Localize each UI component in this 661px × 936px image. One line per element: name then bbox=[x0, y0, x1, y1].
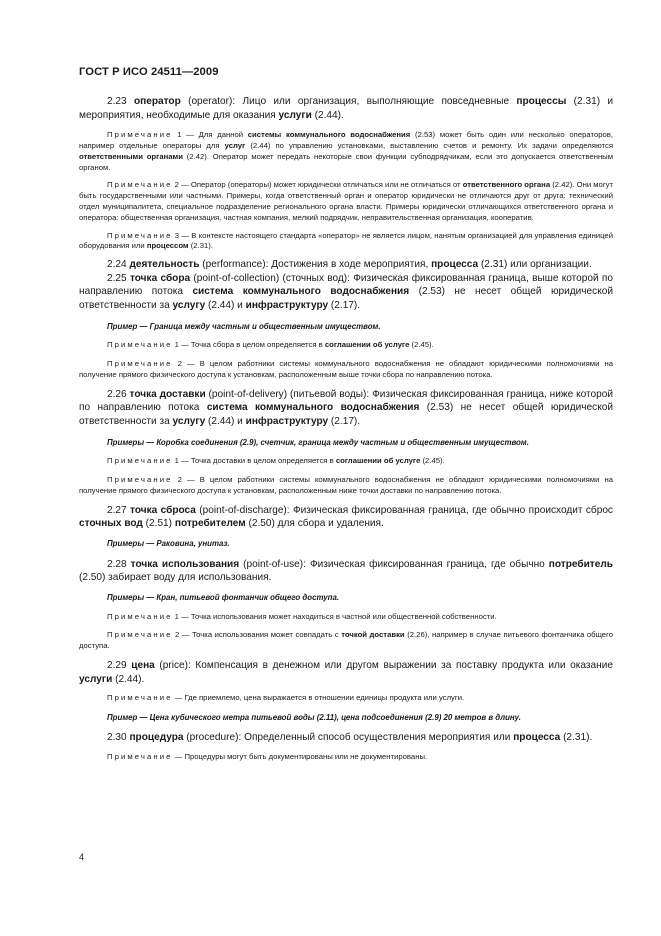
term-2-25: 2.25 точка сбора (point-of-collection) (сточных вод): Физическая фиксированная граница, выше которой по направлению потока система коммунального водоснабжения (2.53) не несет общей юридической ответственности за услугу (2.44) и инфраструктуру (2.17). bbox=[79, 272, 614, 311]
term-2-24: 2.24 деятельность (performance): Достижения в ходе мероприятия, процесса (2.31) или организации. bbox=[107, 259, 592, 271]
note-2-26-1: Примечание 1 — Точка доставки в целом определяется в соглашении об услуге (2.45). bbox=[107, 456, 445, 466]
example-2-29: Пример — Цена кубического метра питьевой воды (2.11), цена подсоединения (2.9) 20 метров в длину. bbox=[107, 713, 521, 723]
note-2-23-1: Примечание 1 — Для данной системы коммунального водоснабжения (2.53) может быть один или несколько операторов, например отдельные операторы для услуг (2.44) по управлению установками, выставлению счетов и ремонту. Их задачи определяются ответственными органами (2.42). Оператор может передать некоторые свои функции субподрядчикам, если это допускается ответственным органом. bbox=[79, 130, 613, 172]
document-body bbox=[79, 95, 613, 763]
example-2-26: Примеры — Коробка соединения (2.9), счетчик, граница между частным и общественным имуществом. bbox=[107, 437, 529, 447]
term-2-26: 2.26 точка доставки (point-of-delivery) (питьевой воды): Физическая фиксированная граница, ниже которой по направлению потока система коммунального водоснабжения (2.53) не несет общей юридической ответственности за услугу (2.44) и инфраструктуру (2.17). bbox=[79, 388, 613, 427]
note-2-29: Примечание — Где приемлемо, цена выражается в отношении единицы продукта или услуги. bbox=[107, 693, 465, 703]
page-number: 4 bbox=[79, 852, 85, 862]
term-2-29: 2.29 цена (price): Компенсация в денежном или другом выражении за поставку продукта или оказание услуги (2.44). bbox=[79, 660, 613, 685]
note-2-26-2: Примечание 2 — В целом работники системы коммунального водоснабжения не обладают юридическими полномочиями на получение прямого физического доступа к установкам, расположенным ниже точки доставки по направлению потока. bbox=[79, 475, 613, 495]
page-header: ГОСТ Р ИСО 24511—2009 bbox=[79, 66, 219, 78]
example-2-25: Пример — Граница между частным и общественным имуществом. bbox=[107, 321, 381, 331]
term-2-27: 2.27 точка сброса (point-of-discharge): Физическая фиксированная граница, где обычно происходит сброс сточных вод (2.51) потребителем (2.50) для сбора и удаления. bbox=[79, 504, 613, 530]
term-2-28: 2.28 точка использования (point-of-use): Физическая фиксированная граница, где обычно потребитель (2.50) забирает воду для использования. bbox=[79, 558, 613, 584]
note-2-30: Примечание — Процедуры могут быть документированы или не документированы. bbox=[107, 752, 428, 762]
note-2-23-3: Примечание 3 — В контексте настоящего стандарта «оператор» не является лицом, нанятым организацией для управления единицей оборудования или процессом (2.31). bbox=[79, 230, 613, 251]
note-2-25-2: Примечание 2 — В целом работники системы коммунального водоснабжения не обладают юридическими полномочиями на получение прямого физического доступа к установкам, расположенным выше точки сбора по направлению потока. bbox=[79, 359, 613, 379]
note-2-25-1: Примечание 1 — Точка сбора в целом определяется в соглашении об услуге (2.45). bbox=[107, 340, 434, 350]
note-2-28-1: Примечание 1 — Точка использования может находиться в частной или общественной собственности. bbox=[107, 611, 497, 621]
term-2-30: 2.30 процедура (procedure): Определенный способ осуществления мероприятия или процесса (2.31). bbox=[107, 731, 593, 743]
example-2-28: Примеры — Кран, питьевой фонтанчик общего доступа. bbox=[107, 592, 340, 602]
note-2-23-2: Примечание 2 — Оператор (операторы) может юридически отличаться или не отличаться от ответственного органа (2.42). Они могут быть государственными или частными. Примеры, когда ответственный орган и оператор юридически не отличаются друг от друга: технический отдел муниципалитета, специальное подразделение регионального органа власти. Примеры юридически отличающихся ответственного органа и оператора: общественная организация, частная компания, мелкий подрядчик, неправительственная организация, кооператив. bbox=[79, 180, 614, 222]
note-2-28-2: Примечание 2 — Точка использования может совпадать с точкой доставки (2.26), например в случае питьевого фонтанчика общего доступа. bbox=[79, 630, 613, 651]
example-2-27: Примеры — Раковина, унитаз. bbox=[107, 538, 230, 548]
term-2-23: 2.23 оператор (operator): Лицо или организация, выполняющие повседневные процессы (2.31) и мероприятия, необходимые для оказания услуги (2.44). bbox=[79, 96, 614, 121]
